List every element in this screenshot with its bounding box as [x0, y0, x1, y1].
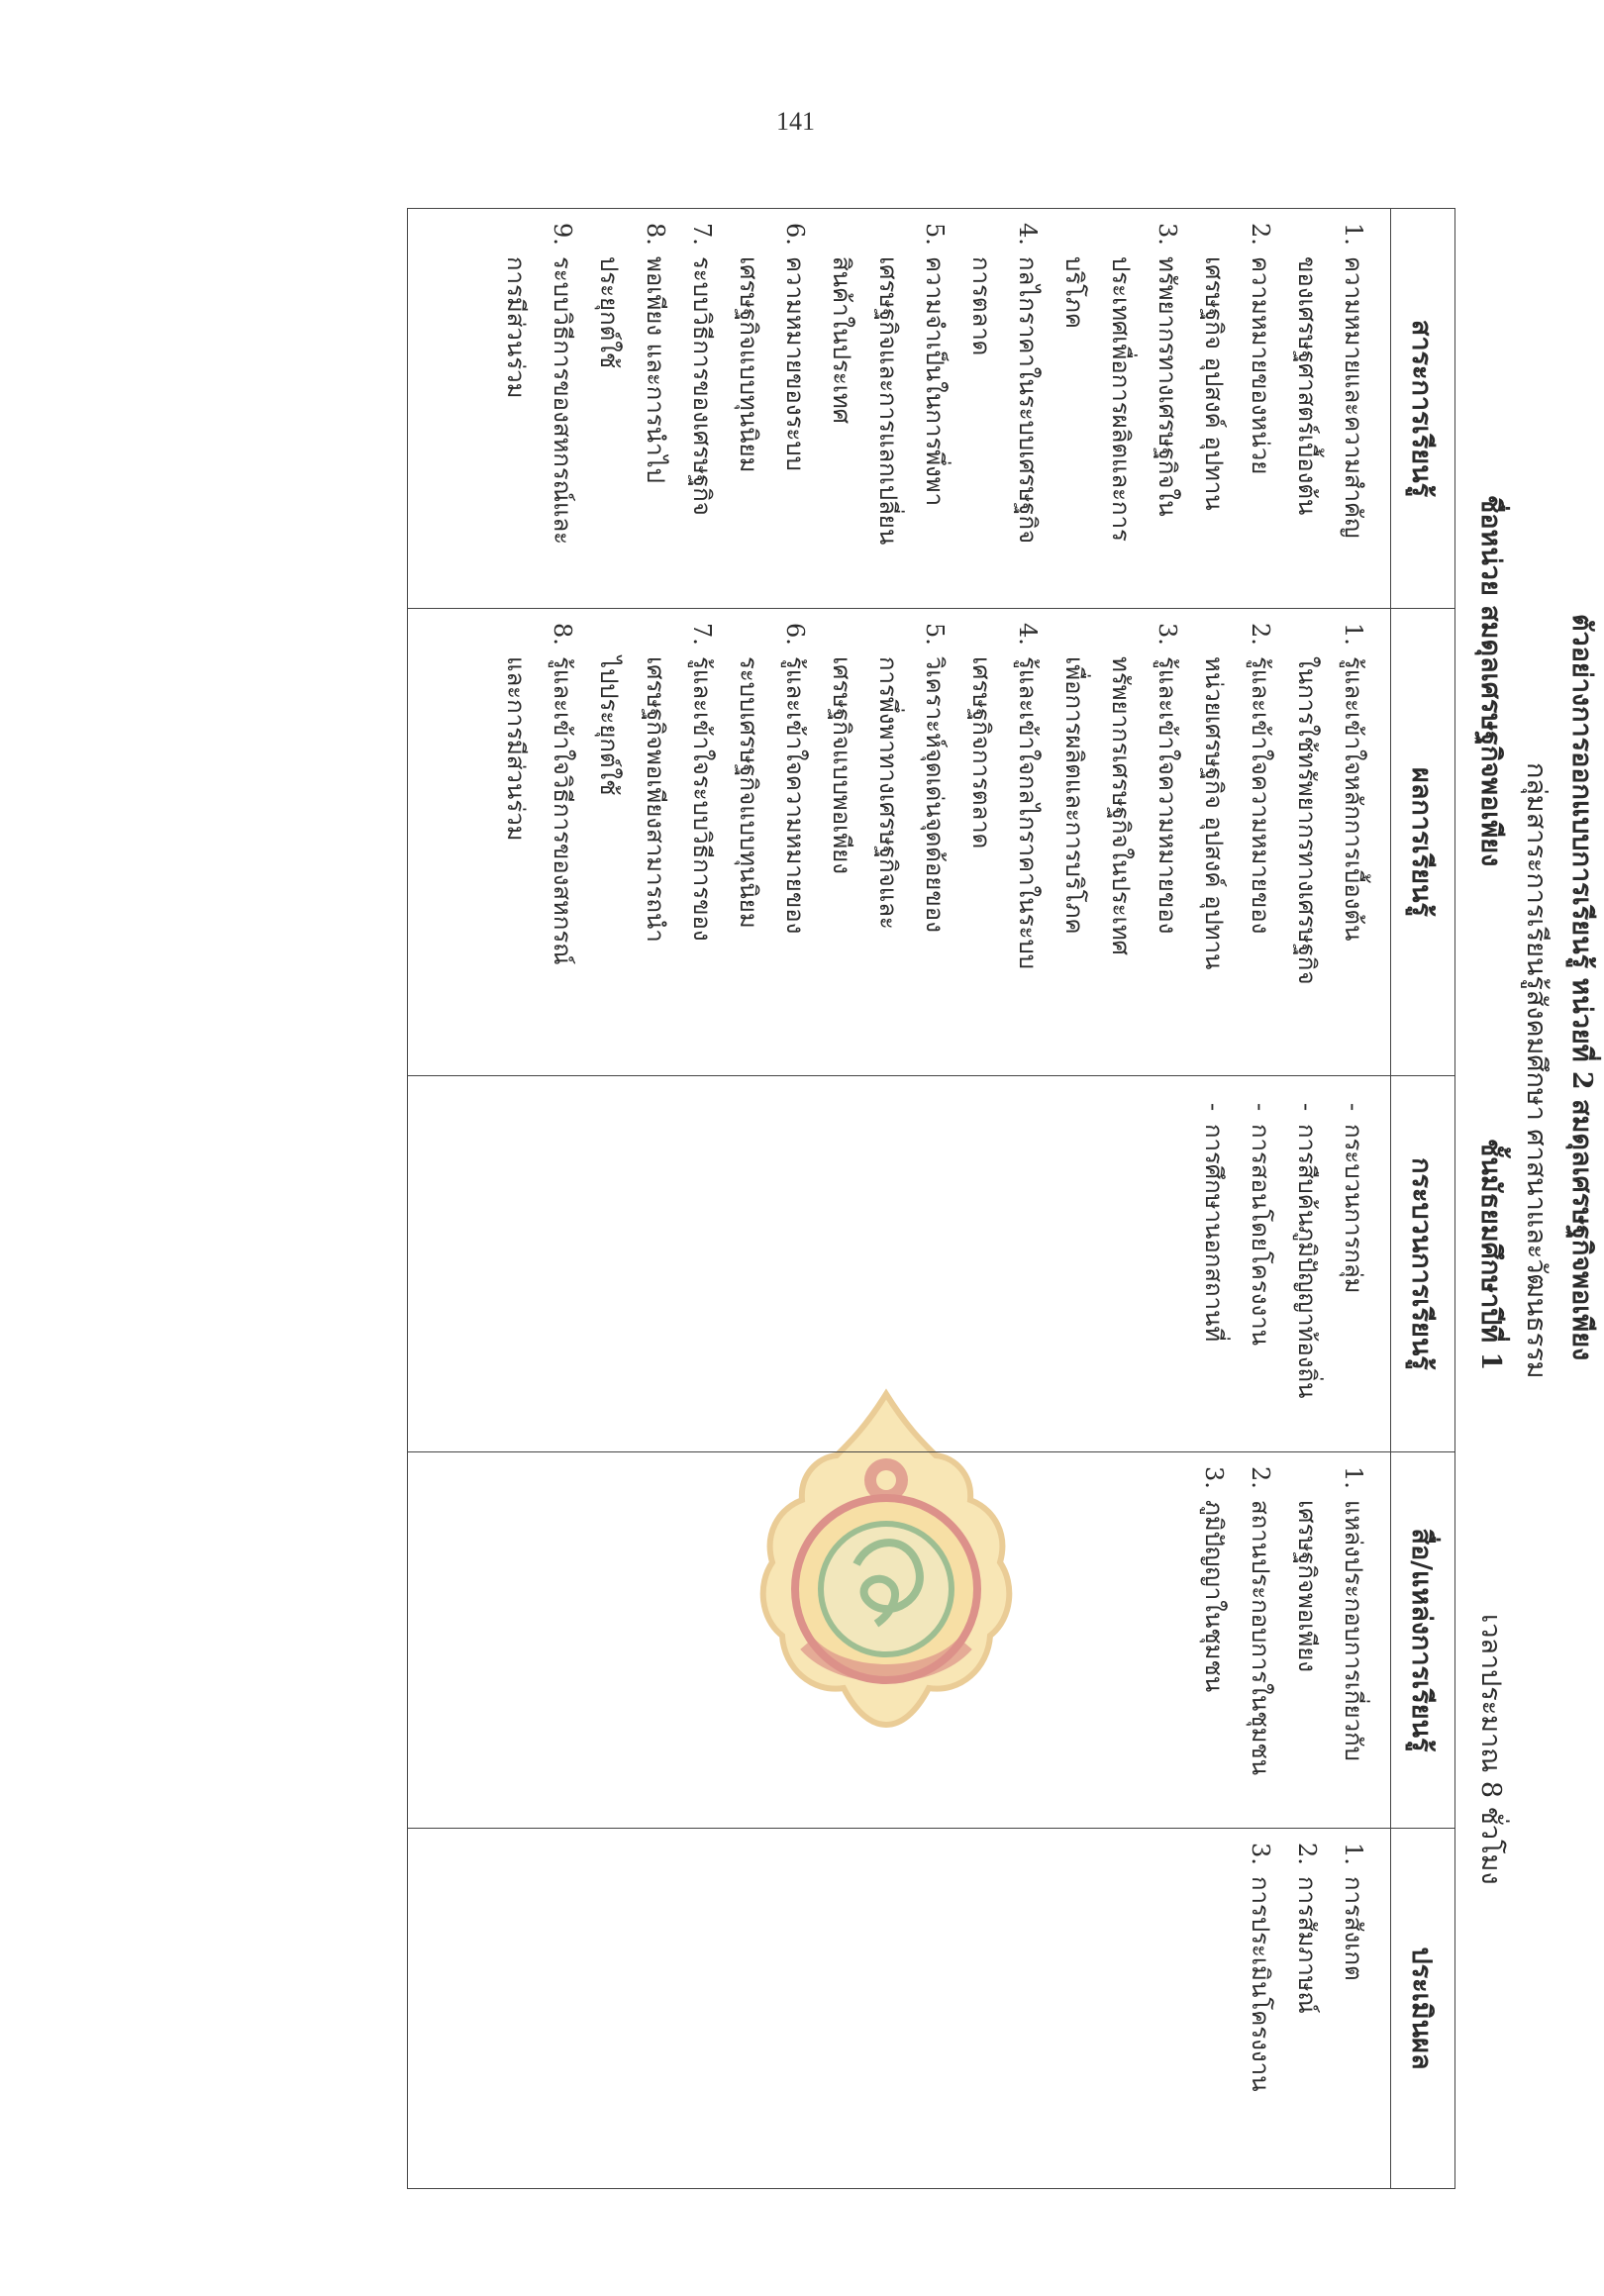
item-line: การศึกษานอกสถานที่	[1200, 1124, 1228, 1343]
item-number: 2.	[1247, 1466, 1274, 1489]
media-column	[1190, 1452, 1390, 1828]
item-line: วิเคราะห์จุดเด่นจุดด้อยของ	[921, 656, 949, 933]
list-item	[1190, 1466, 1237, 1818]
item-text	[1283, 1500, 1376, 1818]
item-text	[678, 256, 725, 598]
list-item	[1237, 1843, 1283, 2178]
list-item	[1330, 1843, 1376, 2178]
item-line: ความหมายและความสำคัญ	[1340, 256, 1367, 539]
item-line: ความหมายของหน่วย	[1247, 256, 1274, 475]
list-item	[585, 223, 678, 598]
item-line: การสัมภาษณ์	[1293, 1876, 1321, 2014]
list-item	[818, 223, 957, 598]
item-text	[818, 656, 957, 1065]
header-content: สาระการเรียนรู้	[1391, 209, 1455, 609]
item-text	[585, 656, 725, 1065]
item-number: 8.	[642, 223, 669, 246]
list-item	[492, 223, 585, 598]
list-item	[585, 623, 725, 1065]
item-line: ภูมิปัญญาในชุมชน	[1200, 1500, 1228, 1693]
item-line: เศรษฐกิจพอเพียง	[1293, 1500, 1321, 1673]
item-line: เศรษฐกิจและการแลกเปลี่ยน	[874, 256, 902, 546]
item-line: เศรษฐกิจ อุปสงค์ อุปทาน	[1200, 256, 1228, 511]
item-text	[1190, 1500, 1237, 1818]
item-line: รู้และเข้าใจระบบวิธีการของ	[688, 656, 716, 942]
item-text	[1190, 256, 1283, 598]
item-line: สินค้าในประเทศ	[828, 256, 855, 424]
item-line: เพื่อการผลิตและการบริโภค	[1060, 656, 1088, 935]
item-line: ทรัพยากรเศรษฐกิจในประเทศ	[1107, 656, 1135, 955]
item-text	[585, 256, 678, 598]
item-number: 4.	[1014, 223, 1042, 246]
evaluation-column	[1237, 1829, 1390, 2188]
item-line: เศรษฐกิจการตลาด	[967, 656, 995, 849]
item-line: ระบบวิธีการของเศรษฐกิจ	[688, 256, 716, 516]
item-number: 5.	[921, 623, 949, 646]
item-line: รู้และเข้าใจความหมายของ	[1153, 656, 1181, 935]
item-text	[725, 256, 818, 598]
grade-level: ชั้นมัธยมศึกษาปีที่ 1	[1475, 1139, 1506, 1371]
item-text	[1237, 1124, 1283, 1442]
item-line: แหล่งประกอบการเกี่ยวกับ	[1340, 1500, 1367, 1761]
item-number: 8.	[549, 623, 576, 646]
item-text	[1190, 1124, 1237, 1442]
process-column	[1190, 1076, 1390, 1451]
page-number: 141	[776, 107, 815, 136]
item-line: ระบบวิธีการของสหกรณ์และ	[549, 256, 576, 546]
item-line: กระบวนการกลุ่ม	[1340, 1124, 1367, 1294]
outcomes-column	[492, 609, 1390, 1075]
item-number: 2.	[1293, 1843, 1321, 1865]
header-process: กระบวนการเรียนรู้	[1391, 1076, 1455, 1452]
item-line: รู้และเข้าใจหลักการเบื้องต้น	[1340, 656, 1367, 942]
list-item	[1051, 623, 1190, 1065]
item-number: 6.	[781, 223, 809, 246]
item-line: และการมีส่วนร่วม	[502, 656, 530, 842]
item-line: ไปประยุกต์ใช้	[595, 656, 623, 796]
list-item	[1237, 1090, 1283, 1442]
item-number: -	[1340, 1102, 1367, 1112]
item-text	[818, 256, 957, 598]
item-line: การสังเกต	[1340, 1876, 1367, 1981]
item-line: เศรษฐกิจพอเพียงสามารถนำ	[642, 656, 669, 943]
list-item	[1283, 1466, 1376, 1818]
item-text	[957, 256, 1051, 598]
list-item	[1283, 223, 1376, 598]
item-text	[1190, 656, 1283, 1065]
item-number: 7.	[688, 223, 716, 246]
item-text	[1283, 1876, 1330, 2178]
item-line: รู้และเข้าใจความหมายของ	[1247, 656, 1274, 935]
item-text	[1283, 1124, 1330, 1442]
item-number: 3.	[1200, 1466, 1228, 1489]
item-line: สถานประกอบการในชุมชน	[1247, 1500, 1274, 1776]
item-number: 1.	[1340, 623, 1367, 646]
list-item	[1237, 1466, 1283, 1818]
document-title: ตัวอย่างการออกแบบการเรียนรู้ หน่วยที่ 2 สมดุลเศรษฐกิจพอเพียง	[1566, 614, 1597, 1361]
item-line: กลไกราคาในระบบเศรษฐกิจ	[1014, 256, 1042, 545]
item-number: -	[1247, 1102, 1274, 1112]
item-line: ทรัพยากรทางเศรษฐกิจใน	[1153, 256, 1181, 517]
item-number: 3.	[1247, 1843, 1274, 1865]
list-item	[492, 623, 585, 1065]
list-item	[1283, 623, 1376, 1065]
list-item	[1330, 1090, 1376, 1442]
item-line: การสอนโดยโครงงาน	[1247, 1124, 1274, 1347]
item-line: เศรษฐกิจแบบทุนนิยม	[735, 256, 762, 473]
item-line: การสืบค้นภูมิปัญญาท้องถิ่น	[1293, 1124, 1321, 1399]
learning-design-table	[406, 208, 1455, 2188]
item-number: 5.	[921, 223, 949, 246]
item-number: -	[1293, 1102, 1321, 1112]
item-number: 1.	[1340, 1843, 1367, 1865]
list-item	[1190, 623, 1283, 1065]
list-item	[957, 623, 1051, 1065]
list-item	[725, 223, 818, 598]
content-column	[492, 209, 1390, 608]
item-line: ระบบเศรษฐกิจแบบทุนนิยม	[735, 656, 762, 929]
item-number: 3.	[1153, 623, 1181, 646]
header-outcomes: ผลการเรียนรู้	[1391, 609, 1455, 1076]
item-number: 7.	[688, 623, 716, 646]
item-line: การพึ่งพาทางเศรษฐกิจและ	[874, 656, 902, 930]
item-line: บริโภค	[1060, 256, 1088, 329]
item-line: การตลาด	[967, 256, 995, 356]
item-line: การมีส่วนร่วม	[502, 256, 530, 399]
rotated-document	[267, 208, 1597, 2188]
list-item	[957, 223, 1051, 598]
item-line: พอเพียง และการนำไป	[642, 256, 669, 483]
item-line: หน่วยเศรษฐกิจ อุปสงค์ อุปทาน	[1200, 656, 1228, 970]
item-number: 1.	[1340, 223, 1367, 246]
item-line: ประเทศเพื่อการผลิตและการ	[1107, 256, 1135, 542]
list-item	[678, 223, 725, 598]
item-text	[1051, 256, 1190, 598]
header-evaluation: ประเมินผล	[1391, 1829, 1455, 2189]
list-item	[1190, 223, 1283, 598]
header-media: สื่อ/แหล่งการเรียนรู้	[1391, 1452, 1455, 1829]
item-line: รู้และเข้าใจกลไกราคาในระบบ	[1014, 656, 1042, 969]
item-text	[1051, 656, 1190, 1065]
list-item	[1190, 1090, 1237, 1442]
item-line: เศรษฐกิจแบบพอเพียง	[828, 656, 855, 874]
item-line: รู้และเข้าใจความหมายของ	[781, 656, 809, 935]
item-text	[492, 256, 585, 598]
item-line: ของเศรษฐศาสตร์เบื้องต้น	[1293, 256, 1321, 516]
item-text	[492, 656, 585, 1065]
item-text	[1330, 1124, 1376, 1442]
unit-name: ชื่อหน่วย สมดุลเศรษฐกิจพอเพียง	[1475, 495, 1506, 867]
item-number: 6.	[781, 623, 809, 646]
list-item	[1283, 1090, 1330, 1442]
item-text	[1237, 1500, 1283, 1818]
item-line: การประเมินโครงงาน	[1247, 1876, 1274, 2092]
item-number: 1.	[1340, 1466, 1367, 1489]
duration: เวลาประมาณ 8 ชั่วโมง	[1475, 1614, 1506, 1885]
item-line: รู้และเข้าใจวิธีการของสหกรณ์	[549, 656, 576, 965]
item-number: 3.	[1153, 223, 1181, 246]
item-number: 9.	[549, 223, 576, 246]
item-number: 2.	[1247, 223, 1274, 246]
item-number: -	[1200, 1102, 1228, 1112]
item-number: 2.	[1247, 623, 1274, 646]
item-number: 4.	[1014, 623, 1042, 646]
item-text	[1330, 1876, 1376, 2178]
list-item	[818, 623, 957, 1065]
item-text	[725, 656, 818, 1065]
item-line: ความจำเป็นในการพึ่งพา	[921, 256, 949, 507]
item-text	[1283, 656, 1376, 1065]
list-item	[1051, 223, 1190, 598]
item-line: ในการใช้ทรัพยากรทางเศรษฐกิจ	[1293, 656, 1321, 985]
item-text	[1283, 256, 1376, 598]
item-text	[1237, 1876, 1283, 2178]
list-item	[725, 623, 818, 1065]
subject-group: กลุ่มสาระการเรียนรู้สังคมศึกษา ศาสนาและวัฒนธรรม	[1521, 762, 1552, 1379]
item-line: ประยุกต์ใช้	[595, 256, 623, 369]
item-line: ความหมายของระบบ	[781, 256, 809, 471]
item-text	[957, 656, 1051, 1065]
list-item	[1283, 1843, 1330, 2178]
